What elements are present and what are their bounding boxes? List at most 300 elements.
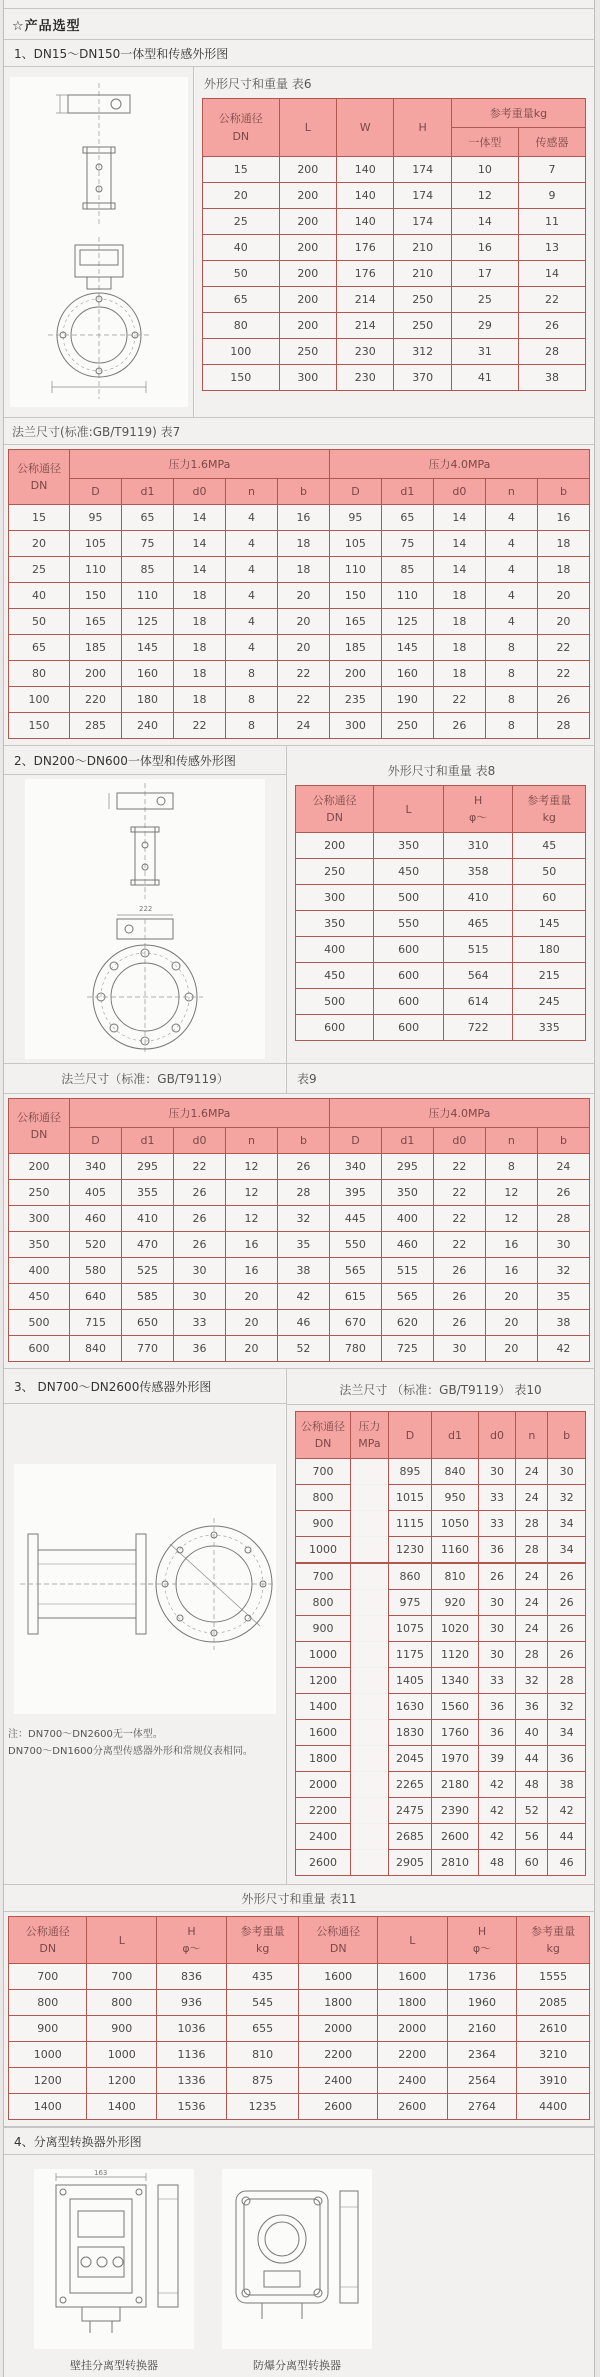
table-cell: 410 (122, 1206, 174, 1232)
table-cell: 160 (122, 661, 174, 687)
table-cell: 22 (433, 1180, 485, 1206)
table-cell (351, 1668, 389, 1694)
table-row (203, 313, 586, 339)
table-row (296, 1511, 586, 1537)
table-cell: 4 (225, 531, 277, 557)
table-cell: 165 (70, 609, 122, 635)
table-cell: 20 (537, 583, 589, 609)
col-header-dn-line2: DN (30, 1128, 48, 1141)
table-cell: 12 (485, 1180, 537, 1206)
table-cell: 800 (87, 1990, 157, 2016)
table-row (203, 261, 586, 287)
table-cell: 42 (548, 1798, 586, 1824)
table-cell: 26 (173, 1232, 225, 1258)
table-row (296, 1720, 586, 1746)
table-cell: 4 (485, 505, 537, 531)
col-header-h (443, 786, 513, 833)
table-cell: 515 (381, 1258, 433, 1284)
table-cell: 140 (337, 157, 394, 183)
table-cell: 22 (433, 1232, 485, 1258)
table-row (296, 1642, 586, 1668)
table-cell: 564 (443, 963, 513, 989)
table-cell: 580 (70, 1258, 122, 1284)
table-cell: 200 (9, 1154, 70, 1180)
table-cell: 160 (381, 661, 433, 687)
table-cell: 16 (485, 1258, 537, 1284)
table-cell: 700 (87, 1964, 157, 1990)
table7 (8, 449, 590, 739)
table-cell: 75 (381, 531, 433, 557)
table-cell: 936 (157, 1990, 227, 2016)
table-cell: 8 (225, 661, 277, 687)
table8 (295, 785, 586, 1041)
table-cell: 285 (70, 713, 122, 739)
table-cell: 210 (394, 261, 451, 287)
table-cell: 22 (433, 1206, 485, 1232)
table-cell: 975 (388, 1590, 432, 1616)
table-row (9, 1284, 590, 1310)
table-cell: 22 (277, 687, 329, 713)
table-cell: 1050 (432, 1511, 478, 1537)
table-cell: 36 (478, 1537, 516, 1564)
table-cell: 14 (173, 505, 225, 531)
table-cell: 295 (381, 1154, 433, 1180)
table-cell: 300 (9, 1206, 70, 1232)
table-cell: 12 (225, 1206, 277, 1232)
table-cell: 800 (296, 1485, 351, 1511)
wall-mount-converter-caption: 壁挂分离型转换器 (70, 2359, 158, 2373)
col-header-n: n (485, 1128, 537, 1154)
top-strip (4, 0, 594, 9)
table-cell: 100 (9, 687, 70, 713)
table-row (203, 209, 586, 235)
table-cell: 18 (173, 609, 225, 635)
table-cell: 250 (279, 339, 336, 365)
table-cell: 185 (70, 635, 122, 661)
table-row (9, 2094, 590, 2120)
col-header-dn-line2: DN (39, 1942, 57, 1956)
table-cell: 470 (122, 1232, 174, 1258)
table-cell: 2810 (432, 1850, 478, 1876)
table-cell: 358 (443, 859, 513, 885)
table-row (9, 1964, 590, 1990)
table-cell: 16 (451, 235, 518, 261)
table-cell: 42 (277, 1284, 329, 1310)
table-row (296, 1850, 586, 1876)
table-cell: 22 (537, 661, 589, 687)
col-header-b: b (537, 1128, 589, 1154)
table-cell: 312 (394, 339, 451, 365)
table-cell: 620 (381, 1310, 433, 1336)
table-cell: 450 (374, 859, 444, 885)
table-cell: 165 (329, 609, 381, 635)
table-cell: 200 (279, 287, 336, 313)
col-header-h-line2: φ～ (469, 811, 488, 825)
table-cell: 15 (203, 157, 280, 183)
table-cell: 174 (394, 209, 451, 235)
table-row (203, 157, 586, 183)
table-cell: 36 (173, 1336, 225, 1362)
table-cell: 1036 (157, 2016, 227, 2042)
table-cell: 28 (277, 1180, 329, 1206)
col-header-h-line1: H (477, 1925, 487, 1939)
table-cell: 40 (516, 1720, 548, 1746)
table-cell: 4 (485, 531, 537, 557)
table-cell: 3210 (517, 2042, 590, 2068)
table-cell: 615 (329, 1284, 381, 1310)
table-cell: 150 (329, 583, 381, 609)
table-cell: 1560 (432, 1694, 478, 1720)
table-cell: 38 (518, 365, 585, 391)
table-cell: 450 (296, 963, 374, 989)
table-cell: 52 (516, 1798, 548, 1824)
table-cell: 350 (296, 911, 374, 937)
table-cell: 105 (329, 531, 381, 557)
table-cell: 8 (485, 687, 537, 713)
col-header-d0: d0 (433, 1128, 485, 1154)
table-cell: 10 (451, 157, 518, 183)
table-cell: 33 (478, 1485, 516, 1511)
table7-body (9, 505, 590, 739)
table-cell: 30 (433, 1336, 485, 1362)
table-cell: 600 (374, 963, 444, 989)
col-header-l: L (279, 99, 336, 157)
table-cell: 310 (443, 833, 513, 859)
table9-number: 表9 (297, 1072, 317, 1086)
table9-caption: 法兰尺寸（标准：GB/T9119） (4, 1064, 287, 1093)
section1-block (4, 67, 594, 418)
col-header-weight-line1: 参考重量 (531, 1925, 576, 1939)
table-cell: 22 (173, 713, 225, 739)
table11-body (9, 1964, 590, 2120)
page-title: ☆产品选型 (4, 9, 594, 40)
table-cell: 300 (279, 365, 336, 391)
table-cell: 1000 (87, 2042, 157, 2068)
table-cell: 200 (329, 661, 381, 687)
table-cell: 150 (70, 583, 122, 609)
col-header-w: W (337, 99, 394, 157)
table-cell: 2160 (447, 2016, 517, 2042)
col-header-h (157, 1917, 227, 1964)
col-header-weight-line2: kg (255, 1942, 270, 1956)
table-cell: 250 (296, 859, 374, 885)
table-cell: 14 (433, 531, 485, 557)
table-row (9, 635, 590, 661)
table-cell: 640 (70, 1284, 122, 1310)
table-cell: 9 (518, 183, 585, 209)
table-cell: 500 (374, 885, 444, 911)
table-cell: 20 (537, 609, 589, 635)
table-cell (351, 1511, 389, 1537)
table-cell: 250 (394, 287, 451, 313)
table-cell: 210 (394, 235, 451, 261)
col-header-l: L (377, 1917, 447, 1964)
section3-title: 3、 DN700～DN2600传感器外形图 (4, 1369, 286, 1404)
table-cell: 46 (548, 1850, 586, 1876)
table-cell: 250 (9, 1180, 70, 1206)
table-cell: 28 (518, 339, 585, 365)
table-cell: 24 (516, 1459, 548, 1485)
col-header-pressure (351, 1412, 389, 1459)
table-cell: 26 (433, 1284, 485, 1310)
table-cell: 13 (518, 235, 585, 261)
table-row (9, 505, 590, 531)
table-cell: 48 (516, 1772, 548, 1798)
table-cell: 200 (279, 183, 336, 209)
table-cell (351, 1720, 389, 1746)
table-cell: 18 (173, 635, 225, 661)
table-cell: 800 (9, 1990, 87, 2016)
table-row (203, 235, 586, 261)
table-cell: 24 (516, 1563, 548, 1590)
col-header-b: b (537, 479, 589, 505)
table-cell: 28 (516, 1511, 548, 1537)
col-header-d1: d1 (381, 1128, 433, 1154)
section2-block (4, 746, 594, 1064)
table-cell: 465 (443, 911, 513, 937)
table-cell: 2685 (388, 1824, 432, 1850)
table-cell: 810 (432, 1563, 478, 1590)
table-cell: 2085 (517, 1990, 590, 2016)
table-cell: 8 (485, 661, 537, 687)
table-cell: 17 (451, 261, 518, 287)
dn700-2600-sensor-drawing (14, 1464, 276, 1714)
table-cell: 810 (226, 2042, 299, 2068)
table-row (296, 1459, 586, 1485)
table-cell: 350 (374, 833, 444, 859)
table-cell: 200 (296, 833, 374, 859)
explosion-proof-converter-caption: 防爆分离型转换器 (253, 2359, 341, 2373)
table-cell: 1600 (296, 1720, 351, 1746)
table-cell: 28 (516, 1642, 548, 1668)
col-header-dn-line2: DN (232, 129, 250, 143)
table-cell: 18 (433, 609, 485, 635)
table-cell (351, 1824, 389, 1850)
table-cell: 20 (225, 1284, 277, 1310)
table-cell: 860 (388, 1563, 432, 1590)
table-cell: 22 (173, 1154, 225, 1180)
table-cell: 2400 (296, 1824, 351, 1850)
table-cell: 235 (329, 687, 381, 713)
table-cell: 2200 (299, 2042, 377, 2068)
table-cell: 34 (548, 1720, 586, 1746)
table-cell: 15 (9, 505, 70, 531)
table-cell: 1736 (447, 1964, 517, 1990)
col-header-d1: d1 (122, 1128, 174, 1154)
table-cell: 1800 (377, 1990, 447, 2016)
table-cell: 1000 (296, 1642, 351, 1668)
table-cell: 34 (548, 1537, 586, 1564)
table-cell: 1400 (296, 1694, 351, 1720)
col-header-dn (9, 1917, 87, 1964)
table-cell: 140 (337, 183, 394, 209)
table-cell: 39 (478, 1746, 516, 1772)
table-cell: 1336 (157, 2068, 227, 2094)
table-cell: 18 (173, 583, 225, 609)
table-cell: 24 (537, 1154, 589, 1180)
table-row (296, 1590, 586, 1616)
table-cell: 26 (173, 1180, 225, 1206)
table-row (203, 183, 586, 209)
table-row (9, 609, 590, 635)
table-cell (351, 1798, 389, 1824)
table6-body (203, 157, 586, 391)
section1-title: 1、DN15～DN150一体型和传感外形图 (4, 40, 594, 67)
col-header-dn-line1: 公称通径 (218, 112, 263, 126)
table-cell: 36 (478, 1694, 516, 1720)
table-cell: 8 (485, 713, 537, 739)
table-cell: 22 (518, 287, 585, 313)
table-cell: 1020 (432, 1616, 478, 1642)
col-header-pressure16: 压力1.6MPa (70, 1099, 330, 1128)
col-header-dn-line1: 公称通径 (301, 1420, 346, 1433)
table-cell: 4 (485, 557, 537, 583)
table-cell: 65 (9, 635, 70, 661)
explosion-proof-converter-figure (222, 2165, 372, 2373)
col-header-dn (296, 786, 374, 833)
col-header-pressure-line2: MPa (358, 1437, 381, 1451)
table-cell (351, 1616, 389, 1642)
table-cell: 200 (70, 661, 122, 687)
table-row (296, 963, 586, 989)
table-cell: 295 (122, 1154, 174, 1180)
table-cell: 26 (537, 1180, 589, 1206)
table-cell: 200 (279, 313, 336, 339)
table-cell: 125 (381, 609, 433, 635)
table9-caption-row (4, 1064, 594, 1094)
table-cell: 4 (225, 505, 277, 531)
table-cell: 240 (122, 713, 174, 739)
col-header-b: b (548, 1412, 586, 1459)
section2-title: 2、DN200～DN600一体型和传感外形图 (4, 746, 286, 775)
table-cell: 1600 (377, 1964, 447, 1990)
table-cell: 1970 (432, 1746, 478, 1772)
table-cell: 110 (381, 583, 433, 609)
table-cell: 65 (203, 287, 280, 313)
table-cell: 60 (513, 885, 586, 911)
section3-note (4, 1718, 286, 1764)
table-cell: 18 (433, 583, 485, 609)
wall-mount-converter-drawing (34, 2169, 194, 2349)
table-cell: 30 (478, 1459, 516, 1485)
table-cell: 32 (537, 1258, 589, 1284)
table11-wrap (4, 1912, 594, 2127)
table-cell: 1120 (432, 1642, 478, 1668)
table-cell: 20 (203, 183, 280, 209)
table-cell: 20 (277, 635, 329, 661)
table-cell: 2390 (432, 1798, 478, 1824)
table-cell: 4 (225, 583, 277, 609)
table-cell: 38 (277, 1258, 329, 1284)
table-cell: 46 (277, 1310, 329, 1336)
table-cell: 520 (70, 1232, 122, 1258)
col-header-dn-line1: 公称通径 (25, 1925, 70, 1939)
col-header-dn-line2: DN (329, 1942, 347, 1956)
table-row (296, 989, 586, 1015)
table-cell: 125 (122, 609, 174, 635)
table-cell: 1200 (9, 2068, 87, 2094)
col-header-dn-line1: 公称通径 (17, 461, 61, 475)
table-cell: 395 (329, 1180, 381, 1206)
col-header-weight: 参考重量kg (451, 99, 585, 128)
table9 (8, 1098, 590, 1362)
table-cell: 4400 (517, 2094, 590, 2120)
section3-diagram-column (4, 1369, 287, 1884)
table-cell: 30 (478, 1616, 516, 1642)
table-cell: 44 (548, 1824, 586, 1850)
table-cell (351, 1563, 389, 1590)
table6 (202, 98, 586, 391)
table-cell: 95 (70, 505, 122, 531)
table-row (9, 1206, 590, 1232)
table-cell: 14 (173, 531, 225, 557)
table-cell: 16 (277, 505, 329, 531)
col-header-h-line2: φ～ (182, 1942, 201, 1956)
table-cell: 18 (277, 531, 329, 557)
table-cell: 2600 (299, 2094, 377, 2120)
table-cell: 20 (225, 1336, 277, 1362)
table-cell: 22 (277, 661, 329, 687)
table-cell: 20 (277, 583, 329, 609)
table-cell: 4 (225, 609, 277, 635)
col-header-D: D (329, 479, 381, 505)
table-cell: 26 (433, 1310, 485, 1336)
table-row (296, 1746, 586, 1772)
col-header-d1: d1 (381, 479, 433, 505)
table-cell: 4 (225, 557, 277, 583)
table-cell: 40 (203, 235, 280, 261)
table-cell: 32 (548, 1485, 586, 1511)
table-cell: 65 (381, 505, 433, 531)
table-row (9, 1180, 590, 1206)
table-row (296, 833, 586, 859)
col-header-h-line2: φ～ (472, 1942, 492, 1956)
table-row (9, 687, 590, 713)
table-cell: 550 (329, 1232, 381, 1258)
table-cell: 32 (548, 1694, 586, 1720)
table-cell: 174 (394, 157, 451, 183)
table-cell: 28 (548, 1668, 586, 1694)
table-cell: 900 (296, 1616, 351, 1642)
table-cell: 34 (548, 1511, 586, 1537)
table-cell: 2364 (447, 2042, 517, 2068)
table-cell: 300 (329, 713, 381, 739)
note-line2: DN700～DN1600分离型传感器外形和常规仪表相同。 (8, 1746, 253, 1757)
table-cell: 20 (9, 531, 70, 557)
table-cell: 50 (513, 859, 586, 885)
table-cell: 214 (337, 287, 394, 313)
table-cell: 565 (381, 1284, 433, 1310)
table-cell: 600 (374, 989, 444, 1015)
table-cell: 30 (173, 1258, 225, 1284)
table-row (9, 583, 590, 609)
col-header-h: H (394, 99, 451, 157)
table-cell: 25 (203, 209, 280, 235)
dn15-150-outline-drawing (10, 77, 188, 407)
table-cell: 400 (296, 937, 374, 963)
table-cell: 24 (516, 1485, 548, 1511)
table-cell: 2400 (299, 2068, 377, 2094)
table-cell: 28 (516, 1537, 548, 1564)
explosion-proof-converter-drawing (222, 2169, 372, 2349)
section1-table-column (194, 67, 594, 417)
table-cell: 48 (478, 1850, 516, 1876)
table-cell: 340 (329, 1154, 381, 1180)
table-cell: 110 (70, 557, 122, 583)
table-cell: 50 (9, 609, 70, 635)
table-cell: 110 (122, 583, 174, 609)
table-cell: 18 (537, 557, 589, 583)
